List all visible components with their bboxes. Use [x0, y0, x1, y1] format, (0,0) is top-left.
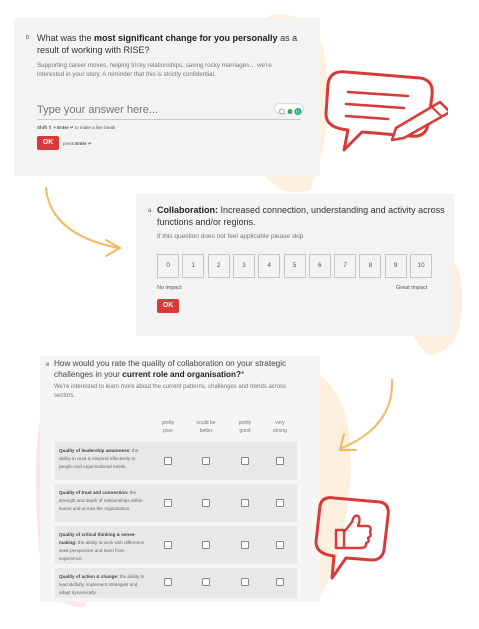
checkbox-pretty-poor[interactable] [164, 578, 172, 586]
scale-option-3[interactable]: 3 [233, 254, 255, 278]
checkbox-pretty-good[interactable] [241, 578, 249, 586]
matrix-row-critical-thinking [55, 526, 297, 564]
question-title: Collaboration: Increased connection, understanding and activity across functions and/or regions. [157, 205, 445, 227]
checkbox-very-strong[interactable] [276, 578, 284, 586]
question-description: Supporting career moves, helping tricky relationships, saving rocky marriages… we're interested in your story. A reminder that this is strictly confidential. [37, 62, 272, 78]
question-subtitle: If this question does not feel applicable please skip [157, 233, 304, 240]
checkbox-could-be-better[interactable] [202, 578, 210, 586]
question-number: e [46, 362, 50, 368]
column-header-could-be-better: could be better [196, 420, 216, 434]
checkbox-pretty-poor[interactable] [164, 457, 172, 465]
line-break-hint: Shift ⇧ + Enter ↵ to make a line break [37, 125, 116, 130]
matrix-row-leadership [55, 442, 297, 480]
scale-option-9[interactable]: 9 [385, 254, 407, 278]
curved-arrow-icon [330, 376, 400, 456]
scale-high-label: Great impact [396, 285, 428, 291]
column-header-very-strong: very strong [273, 420, 287, 434]
curved-arrow-icon [40, 184, 130, 264]
question-title: How would you rate the quality of collaboration on your strategic challenges in your current role and organisation?* [54, 359, 287, 379]
question-description: We're interested to learn more about the current patterns, challenges and trends across sectors. [54, 384, 287, 399]
matrix-row-action [55, 568, 297, 598]
question-title: What was the most significant change for you personally as a result of working with RISE? [37, 33, 298, 55]
question-number: b [26, 35, 30, 41]
scale-option-7[interactable]: 7 [334, 254, 356, 278]
scale-option-0[interactable]: 0 [157, 254, 179, 278]
checkbox-very-strong[interactable] [276, 457, 284, 465]
row-label: Quality of leadership awareness: the ability to read & respond effectively to people and organizational needs. [59, 448, 139, 469]
checkbox-pretty-good[interactable] [241, 499, 249, 507]
scale-option-5[interactable]: 5 [284, 254, 306, 278]
scale-option-8[interactable]: 8 [359, 254, 381, 278]
checkbox-very-strong[interactable] [276, 499, 284, 507]
speech-bubble-pen-icon [318, 66, 448, 156]
grammarly-icon [275, 106, 305, 117]
question-number: a [148, 208, 152, 214]
scale-option-10[interactable]: 10 [410, 254, 432, 278]
ok-button[interactable]: OK [157, 299, 179, 313]
scale-option-1[interactable]: 1 [182, 254, 204, 278]
checkbox-pretty-good[interactable] [241, 541, 249, 549]
thumbs-up-bubble-icon [306, 492, 396, 588]
answer-text-input[interactable] [37, 100, 301, 120]
grammarly-widget[interactable] [274, 103, 304, 114]
checkbox-could-be-better[interactable] [202, 457, 210, 465]
checkbox-could-be-better[interactable] [202, 541, 210, 549]
column-header-pretty-poor: pretty poor [161, 420, 175, 434]
ok-button[interactable]: OK [37, 136, 59, 150]
row-label: Quality of action & change: the ability to lead skilfully, implement strategies and adapt dynamically. [59, 574, 145, 595]
scale-option-4[interactable]: 4 [258, 254, 280, 278]
checkbox-pretty-poor[interactable] [164, 541, 172, 549]
column-header-pretty-good: pretty good [238, 420, 252, 434]
checkbox-pretty-poor[interactable] [164, 499, 172, 507]
checkbox-could-be-better[interactable] [202, 499, 210, 507]
checkbox-very-strong[interactable] [276, 541, 284, 549]
checkbox-pretty-good[interactable] [241, 457, 249, 465]
matrix-row-trust [55, 484, 297, 522]
scale-option-6[interactable]: 6 [309, 254, 331, 278]
svg-text:G: G [296, 109, 300, 116]
row-label: Quality of critical thinking & sense-making: the ability to work with difference, seek perspective and learn from experience. [59, 532, 146, 561]
scale-low-label: No impact [157, 285, 182, 291]
press-enter-hint: press Enter ↵ [63, 141, 92, 146]
row-label: Quality of trust and connection: the strength and depth of relationships within teams and across the organization. [59, 490, 143, 511]
scale-option-2[interactable]: 2 [208, 254, 230, 278]
